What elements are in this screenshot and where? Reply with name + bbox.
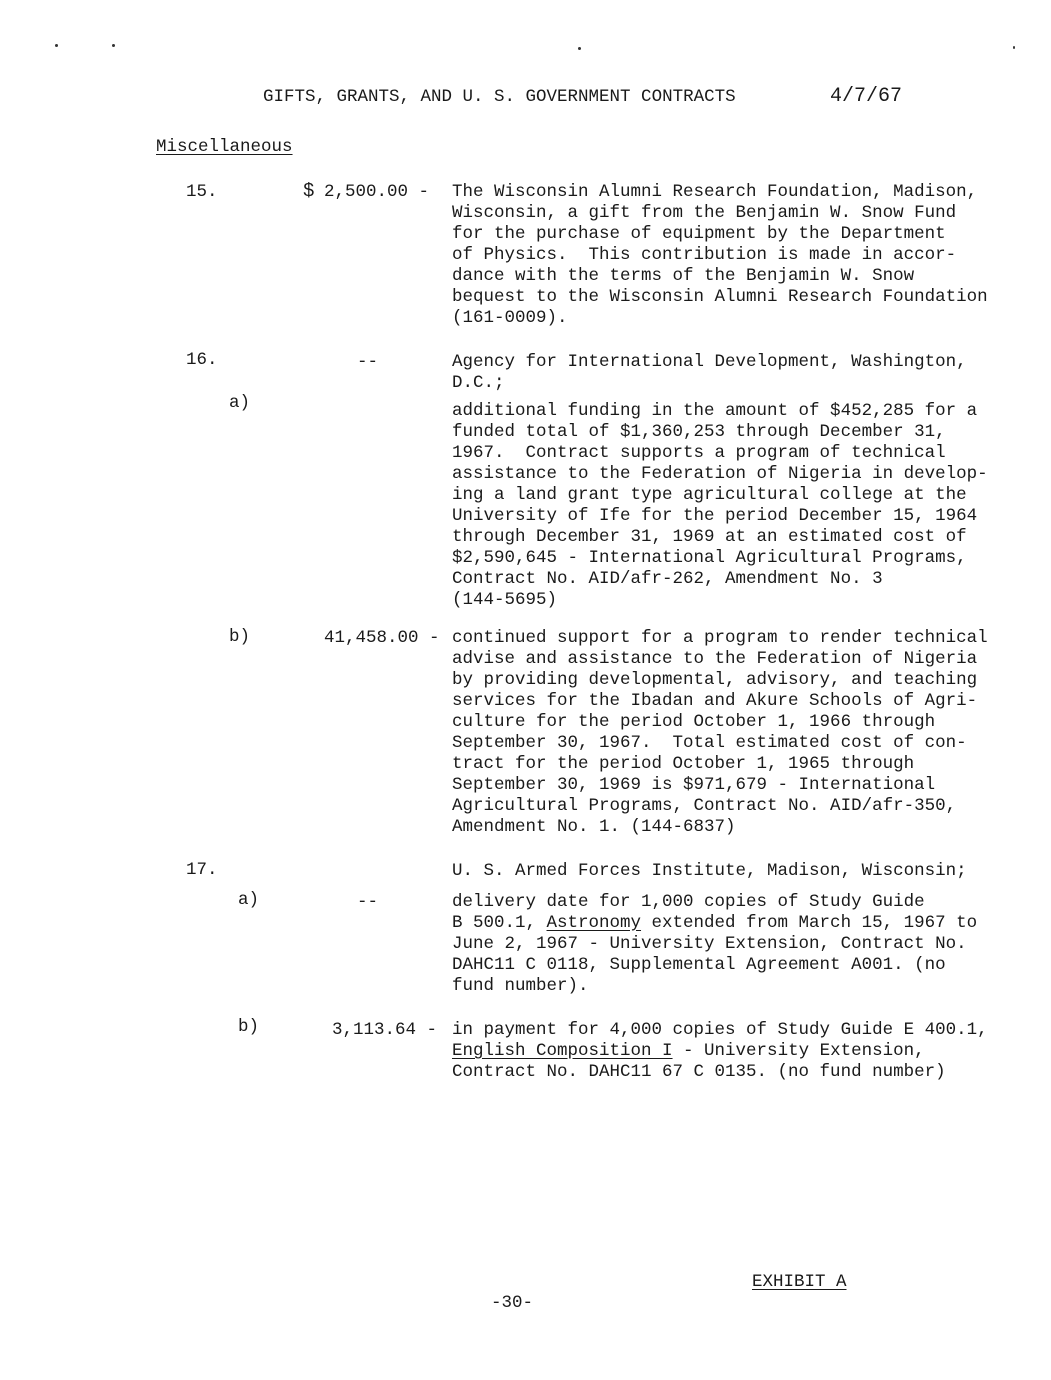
exhibit-label: EXHIBIT A — [752, 1272, 847, 1292]
item-17-agency: U. S. Armed Forces Institute, Madison, Wisconsin; — [452, 861, 967, 881]
item-17a-line: delivery date for 1,000 copies of Study Guide — [452, 892, 925, 912]
page-title: GIFTS, GRANTS, AND U. S. GOVERNMENT CONTRACTS — [263, 87, 736, 107]
item-16b-line: Amendment No. 1. (144-6837) — [452, 817, 736, 837]
item-16b-line: services for the Ibadan and Akure Schools of Agri- — [452, 691, 978, 711]
item-16b-line: culture for the period October 1, 1966 through — [452, 712, 936, 732]
item-17b-line-end: - University Extension, — [672, 1041, 925, 1061]
item-15-line: for the purchase of equipment by the Department — [452, 224, 946, 244]
study-guide-title-english-composition: English Composition I — [452, 1041, 673, 1061]
item-16a-line: University of Ife for the period December 15, 1964 — [452, 506, 978, 526]
item-17b-line: Contract No. DAHC11 67 C 0135. (no fund number) — [452, 1062, 946, 1082]
item-17b-label: b) — [238, 1017, 260, 1037]
item-15-line: Wisconsin, a gift from the Benjamin W. Snow Fund — [452, 203, 957, 223]
item-17a-line: June 2, 1967 - University Extension, Contract No. — [452, 934, 967, 954]
scan-speck — [578, 47, 581, 50]
item-16a-label: a) — [229, 393, 251, 413]
item-17b-line: in payment for 4,000 copies of Study Guide E 400.1, — [452, 1020, 988, 1040]
item-16-number: 16. — [186, 350, 218, 370]
item-16a-line: through December 31, 1969 at an estimated cost of — [452, 527, 967, 547]
item-16-agency — [452, 352, 1012, 394]
item-16b-line: tract for the period October 1, 1965 through — [452, 754, 915, 774]
item-16-agency-line: Agency for International Development, Washington, — [452, 352, 967, 372]
page-date: 4/7/67 — [830, 85, 903, 108]
item-16-agency-line: D.C.; — [452, 373, 505, 393]
item-15-line: (161-0009). — [452, 308, 568, 328]
item-16a-line: Contract No. AID/afr-262, Amendment No. 3 — [452, 569, 883, 589]
section-heading: Miscellaneous — [156, 137, 293, 157]
item-16a-line: assistance to the Federation of Nigeria in develop- — [452, 464, 988, 484]
item-15-amount: 2,500.00 - — [324, 182, 430, 202]
item-17a-line — [452, 913, 1012, 934]
item-16b-line: September 30, 1967. Total estimated cost of con- — [452, 733, 967, 753]
item-17a-line: fund number). — [452, 976, 589, 996]
item-15-number: 15. — [186, 182, 218, 202]
item-15-description — [452, 182, 1012, 329]
item-16a-line: $2,590,645 - International Agricultural Programs, — [452, 548, 967, 568]
item-16b-line: continued support for a program to render technical — [452, 628, 988, 648]
item-16a-line: (144-5695) — [452, 590, 558, 610]
item-16a-line: funded total of $1,360,253 through December 31, — [452, 422, 946, 442]
scan-speck — [112, 44, 115, 47]
item-16b-line: September 30, 1969 is $971,679 - International — [452, 775, 936, 795]
item-17a-line: DAHC11 C 0118, Supplemental Agreement A001. (no — [452, 955, 946, 975]
item-17-number: 17. — [186, 860, 218, 880]
scan-speck — [1013, 46, 1015, 49]
study-guide-title-astronomy: Astronomy — [546, 913, 642, 933]
item-16b-amount: 41,458.00 - — [324, 628, 440, 648]
item-16b-line: Agricultural Programs, Contract No. AID/afr-350, — [452, 796, 957, 816]
item-16b-description — [452, 628, 1012, 838]
page-number: -30- — [491, 1293, 534, 1313]
item-15-line: dance with the terms of the Benjamin W. Snow — [452, 266, 915, 286]
scan-speck — [55, 44, 58, 47]
item-16a-line: additional funding in the amount of $452,285 for a — [452, 401, 978, 421]
item-15-dollar-sign: $ — [303, 180, 315, 202]
item-16b-line: advise and assistance to the Federation of Nigeria — [452, 649, 978, 669]
item-16a-line: ing a land grant type agricultural college at the — [452, 485, 967, 505]
item-15-line: of Physics. This contribution is made in accor- — [452, 245, 957, 265]
item-17a-amount: -- — [357, 892, 379, 912]
item-15-line: bequest to the Wisconsin Alumni Research Foundation — [452, 287, 988, 307]
item-17a-label: a) — [238, 890, 260, 910]
item-17a-line-start: B 500.1, — [452, 913, 547, 933]
item-17a-description — [452, 892, 1012, 997]
item-16a-description — [452, 401, 1012, 611]
item-16b-line: by providing developmental, advisory, and teaching — [452, 670, 978, 690]
item-16-amount: -- — [357, 352, 379, 372]
item-17b-line — [452, 1041, 1012, 1062]
item-16b-label: b) — [229, 627, 251, 647]
item-17b-amount: 3,113.64 - — [332, 1020, 438, 1040]
item-15-line: The Wisconsin Alumni Research Foundation, Madison, — [452, 182, 978, 202]
item-17a-line-end: extended from March 15, 1967 to — [641, 913, 978, 933]
item-16a-line: 1967. Contract supports a program of technical — [452, 443, 946, 463]
item-17b-description — [452, 1020, 1012, 1083]
